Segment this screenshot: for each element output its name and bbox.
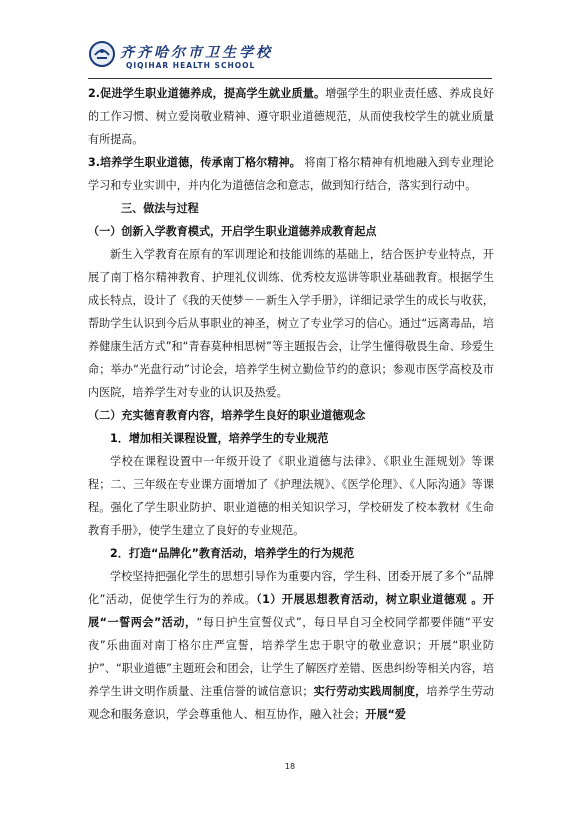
item-2-body-a: 学校坚持把强化学生的思想引导作为重要内容，学生科、团委开展了多个“品牌化”活动，促使学生行为的养成。: [88, 570, 494, 606]
item-2-bold-b: 实行劳动实践周制度，: [313, 685, 427, 698]
paragraph-goal-2: [88, 82, 494, 151]
header-rule: [88, 78, 492, 79]
goal-2-lead: 2.促进学生职业道德养成，提高学生就业质量。: [88, 87, 326, 100]
item-2-bold-c: 开展“爱: [365, 708, 406, 721]
item-2-heading: 2．打造“品牌化”教育活动，培养学生的行为规范: [110, 547, 355, 560]
goal-3-lead: 3.培养学生职业道德，传承南丁格尔精神。: [88, 156, 301, 169]
item-2-body-b: “每日护生宣誓仪式”，每日早自习全校同学都要伴随“平安夜”乐曲面对南丁格尔庄严宣誓，培养学生忠于职守的敬业意识；开展“职业防护”、“职业道德”主题班会和团会，让学生了解医疗差错、医患纠纷等相关内容，培养学生讲文明作质量、注重信誉的诚信意识；: [88, 616, 494, 698]
body-text: [88, 82, 494, 726]
school-name-cn: 齐齐哈尔市卫生学校: [120, 45, 273, 61]
subsection-1-body: 新生入学教育在原有的军训理论和技能训练的基础上，结合医护专业特点，开展了南丁格尔精神教育、护理礼仪训练、优秀校友巡讲等职业基础教育。根据学生成长特点，设计了《我的天使梦－－新生入学手册》，详细记录学生的成长与收获，帮助学生认识到今后从事职业的神圣，树立了专业学习的信心。通过“远离毒品，培养健康生活方式”和“青春莫种相思树”等主题报告会，让学生懂得敬畏生命、珍爱生命；举办“光盘行动”讨论会，培养学生树立勤俭节约的意识；参观市医学高校及市内医院，培养学生对专业的认识及热爱。: [88, 248, 494, 399]
subsection-2-heading: （二）充实德育教育内容，培养学生良好的职业道德观念: [88, 409, 366, 422]
item-2-bold-a: （1）开展思想教育活动，树立职业道德观 。开展“一誓两会”活动，: [88, 593, 494, 629]
item-1-heading: 1．增加相关课程设置，培养学生的专业规范: [110, 432, 329, 445]
goal-3-body: 将南丁格尔精神有机地融入到专业理论学习和专业实训中，并内化为道德信念和意志，做到知行结合，落实到行动中。: [88, 156, 494, 192]
page-number: 18: [284, 762, 296, 771]
subsection-1-heading: （一）创新入学教育模式，开启学生职业道德养成教育起点: [88, 225, 377, 238]
paragraph-goal-3: [88, 151, 494, 197]
school-logo-icon: [88, 40, 116, 68]
item-1-body: 学校在课程设置中一年级开设了《职业道德与法律》、《职业生涯规划》等课程；二、三年级在专业课方面增加了《护理法规》、《医学伦理》、《人际沟通》等课程。强化了学生职业防护、职业道德的相关知识学习，学校研发了校本教材《生命教育手册》，使学生建立了良好的专业规范。: [88, 455, 494, 537]
page-header: [88, 36, 288, 76]
school-name-en: QIQIHAR HEALTH SCHOOL: [126, 61, 256, 70]
section-3-heading: 三、做法与过程: [121, 202, 199, 215]
item-2-body: [88, 565, 494, 726]
item-2-body-c: 培养学生劳动观念和服务意识，学会尊重他人、相互协作，融入社会；: [88, 685, 494, 721]
goal-2-body: 增强学生的职业责任感、养成良好的工作习惯、树立爱岗敬业精神、遵守职业道德规范，从而使我校学生的就业质量有所提高。: [88, 87, 494, 146]
